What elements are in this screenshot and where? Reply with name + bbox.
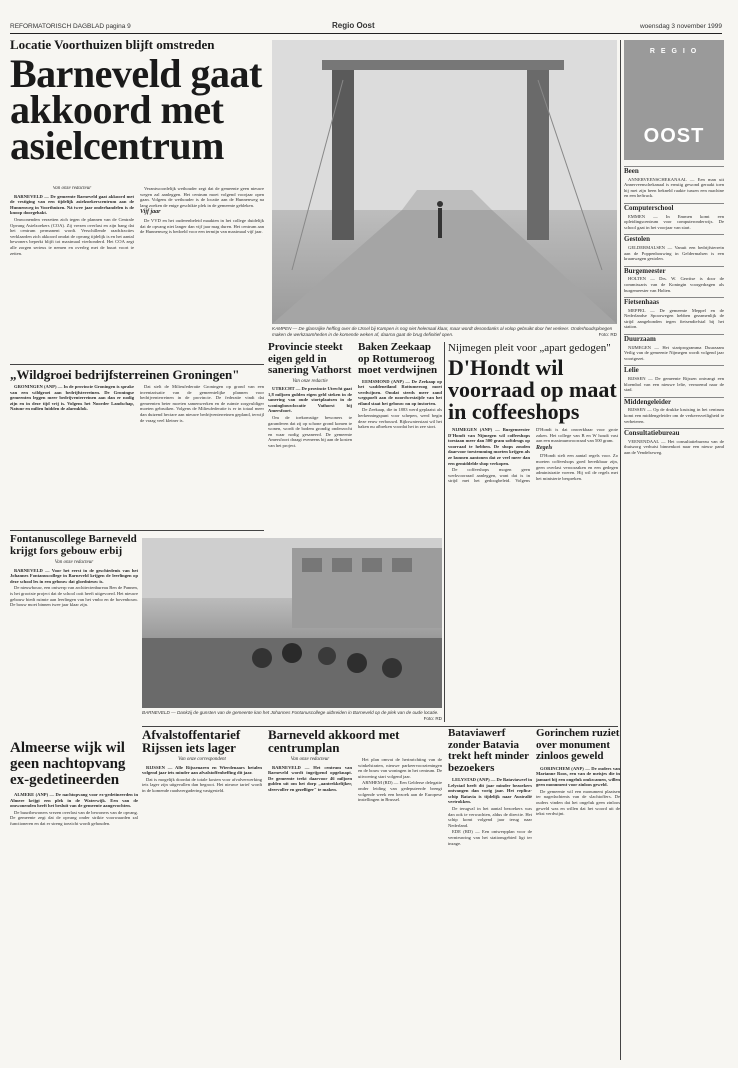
main-body-2: Verantwoordelijk wethouder zegt dat de gemeente geen nieuwe wegen zal aanleggen. Het centrum moet volgend voorjaar open gaan. Volgens de wethouder is de locatie aan de Hunnenweg na lang zoeken de enige geschikte plek in de gemeente gebleken. <box>140 186 264 208</box>
main-subhead: Vijf jaar <box>140 209 161 216</box>
sidebar-brief-title: Fietsenhaas <box>624 297 724 306</box>
centrumplan-body: Het plan omvat de herinrichting van de winkelstraten, nieuwe parkeervoorzieningen en de bouw van woningen in het centrum. De uitvoering start volgend jaar. <box>358 757 442 779</box>
school-caption-box <box>142 710 442 724</box>
school-caption: BARNEVELD — Dankzij de gunsten van de gemeente kan het Johannes Fontanuscollege uitbreiden in Barneveld op de plek van de oude locatie. <box>142 710 439 715</box>
vathorst-lead: UTRECHT — De provincie Utrecht gaat 1,8 miljoen gulden eigen geld steken in de sanering van oude stortplaatsen in de woningbouwlocatie Vathorst bij Amersfoort. <box>268 386 352 414</box>
bridge-photo <box>272 40 617 324</box>
batavia-article <box>448 728 532 1048</box>
regio-logo-top: R E G I O <box>649 48 699 55</box>
main-col-2 <box>140 186 264 362</box>
almeerse-article <box>10 740 138 1060</box>
fontanus-body: De nieuwbouw, een ontwerp van architectenbureau Ben de Pannen, is het grootste project dat de school ooit heeft uitgevoerd. Het nieuwe gebouw biedt ruimte aan leerlingen van het vmbo en de bovenbouw. De bouw moet binnen twee jaar klaar zijn. <box>10 585 138 608</box>
zeekaap-text <box>358 379 442 430</box>
afval-article <box>142 728 262 1028</box>
gorinchem-article <box>536 728 620 1048</box>
main-col-1 <box>10 186 134 362</box>
afval-lead: RIJSSEN — Alle Rijssenaren en Wierdenaars betalen volgend jaar iets minder aan afvalstoffenheffing dit jaar. <box>142 764 262 776</box>
batavia-lead: LELYSTAD (ANP) — De Bataviawerf in Lelystad heeft dit jaar minder bezoekers ontvangen dan vorig jaar. Het replica-schip Batavia is tijdelijk naar Australië vertrokken. <box>448 777 532 805</box>
gorinchem-body: De gemeente wil een monument plaatsen ter nagedachtenis van de slachtoffers. De ouders vinden dat het ongeluk geen zinloos geweld was en willen dat het woord uit de tekst verdwijnt. <box>536 788 620 817</box>
sidebar-brief-text: VEENENDAAL — Het consultatiebureau van de thuiszorg verhuist binnenkort naar een nieuw pand aan de Vendelseweg. <box>624 438 724 455</box>
sidebar-brief-text: NIJMEGEN — Het startprogramma Duurzaam Veilig van de gemeente Nijmegen wordt volgend jaar voortgezet. <box>624 344 724 361</box>
afval-kicker: Van onze correspondent <box>178 757 226 762</box>
sidebar-brief <box>624 365 724 392</box>
main-lead: BARNEVELD — De gemeente Barneveld gaat akkoord met de vestiging van een tijdelijk asielzoekerscentrum aan de Hunnenweg in Voorthuizen. Ná twee jaar onderhandelen is de knoop doorgehakt. <box>10 193 134 216</box>
coffeeshop-body-2: D'Hondt stelt een aantal regels voor. Zo moeten coffeeshops goed bereikbaar zijn, geen overlast veroorzaken en een gedegen administratie voeren. Hij wil de regels met het ministerie bespreken. <box>536 453 618 481</box>
regio-logo <box>624 40 724 160</box>
coffeeshop-subhead: Regels <box>536 444 553 451</box>
afval-body: Dat is mogelijk doordat de totale kosten voor afvalverwerking iets lager zijn uitgevallen dan begroot. Het nieuwe tarief wordt in de komende raadsvergadering vastgesteld. <box>142 776 262 793</box>
fontanus-headline: Fontanuscollege Barneveld krijgt fors gebouw erbij <box>10 534 137 557</box>
vathorst-body: Om de toekomstige bewoners te garanderen dat zij op schone grond komen te wonen, wordt de bodem grondig onderzocht en waar nodig gesaneerd. De gemeente Amersfoort draagt eveneens bij aan de kosten van het project. <box>268 415 352 449</box>
zeekaap-headline: Baken Zeekaap op Rottumeroog moet verdwijnen <box>358 342 438 376</box>
sidebar <box>624 162 724 1062</box>
sidebar-brief <box>624 297 724 330</box>
sidebar-brief-title: Gestolen <box>624 234 724 243</box>
centrumplan-kicker: Van onze redacteur <box>290 757 330 762</box>
sidebar-brief-title: Consultatiebureau <box>624 428 724 437</box>
almeerse-text <box>10 792 138 827</box>
fontanus-article <box>10 534 138 734</box>
column-rule <box>620 40 621 1060</box>
wildgroei-headline: „Wildgroei bedrijfsterreinen Groningen" <box>10 368 240 382</box>
sidebar-brief <box>624 266 724 293</box>
almeerse-lead: ALMERE (ANP) — De nachtopvang voor ex-gedetineerden in Almere krijgt een plek in de Waterwijk. Een van de omwonenden heeft het besluit van de gemeente aangevochten. <box>10 792 138 809</box>
almeerse-body: De buurtbewoners vrezen overlast van de bewoners van de opvang. De gemeente zegt dat de opvang onder strikte voorwaarden zal functioneren en dat er streng toezicht wordt gehouden. <box>10 809 138 826</box>
batavia-body: De terugval in het aantal bezoekers was dan ook te verwachten, aldus de directie. Het schip komt volgend jaar terug naar Nederland. <box>448 805 532 828</box>
sidebar-brief <box>624 166 724 199</box>
coffeeshop-overline: Nijmegen pleit voor „apart gedogen" <box>448 342 611 354</box>
sidebar-list <box>624 166 724 456</box>
school-illustration <box>142 538 442 708</box>
batavia-text <box>448 777 532 846</box>
main-headline: Barneveld gaat akkoord met asielcentrum <box>10 51 262 168</box>
column-rule <box>444 342 445 722</box>
sidebar-brief <box>624 397 724 424</box>
section-rule <box>10 530 264 531</box>
coffeeshop-text <box>448 427 618 484</box>
main-body-3: De VVD en het ouderenbeleid maakten in het college duidelijk dat de opvang niet langer dan vijf jaar mag duren. Het centrum aan de Hunnenweg is bedoeld voor een termijn van maximaal vijf jaar. <box>140 217 264 235</box>
arnhem-brief: ARNHEM (RD) — Een Gelderse delegatie onder leiding van gedeputeerde brengt volgende week een bezoek aan de Europese instellingen in Brussel. <box>358 780 442 803</box>
wildgroei-article <box>10 368 264 528</box>
sidebar-brief-title: Computerschool <box>624 203 724 212</box>
sidebar-brief-text: HOLTEN — Drs. W. Gerritse is door de commissaris van de Koningin voorgedragen als burgemeester van Holten. <box>624 276 724 293</box>
main-kicker: Van onze redacteur <box>52 186 92 191</box>
bridge-illustration <box>272 40 617 324</box>
sidebar-brief <box>624 428 724 455</box>
fontanus-kicker: Van onze redacteur <box>54 560 94 565</box>
afval-text <box>142 757 262 794</box>
sidebar-brief-text: ANNERVEENSCHEKANAAL — Een man uit Annerveenschekanaal is ernstig gewond geraakt toen hij met zijn been bekneld raakte tussen een machine en een heftruck. <box>624 176 724 199</box>
vathorst-kicker: Van onze redactie <box>292 378 328 384</box>
sidebar-brief-title: Lelie <box>624 365 724 374</box>
centrumplan-article <box>268 728 442 1048</box>
runhead-section: Regio Oost <box>332 21 375 30</box>
sidebar-brief-title: Been <box>624 166 724 175</box>
sidebar-brief <box>624 234 724 261</box>
almeerse-headline: Almeerse wijk wil geen nachtopvang ex-gedetineerden <box>10 740 126 788</box>
gorinchem-lead: GORINCHEM (ANP) — De ouders van Marianne Roos, een van de meisjes die in januari bij een ongeluk omkwamen, willen geen monument voor zinloos geweld. <box>536 765 620 788</box>
main-overline: Locatie Voorthuizen blijft omstreden <box>10 38 215 52</box>
sidebar-brief-text: RIJSSEN — De gemeente Rijssen ontvangt een bloembol van een nieuwe lelie, vernoemd naar de stad. <box>624 376 724 393</box>
section-rule <box>10 364 264 365</box>
fontanus-text <box>10 560 138 608</box>
gorinchem-text <box>536 766 620 817</box>
running-head <box>10 20 722 34</box>
vathorst-text <box>268 379 352 449</box>
runhead-date: woensdag 3 november 1999 <box>639 23 722 30</box>
fontanus-lead: BARNEVELD — Voor het eerst in de geschiedenis van het Johannes Fontanuscollege in Barneveld krijgen de leerlingen op deze school les in een gebouw dat gloednieuw is. <box>10 567 138 584</box>
gorinchem-headline: Gorinchem ruziet over monument zinloos geweld <box>536 728 620 762</box>
sidebar-brief-title: Burgemeester <box>624 266 724 275</box>
regio-logo-bottom: OOST <box>643 125 705 147</box>
batavia-headline: Bataviawerf zonder Batavia trekt heft minder bezoekers <box>448 728 529 774</box>
centrumplan-text <box>268 757 442 803</box>
bridge-caption: KAMPEN — De glansrijke heffing over de IJssel bij Kampen is nog niet helemaal klaar, maar wordt desondanks al volop gebruikt door het verkeer. Onderhoudsploegen maken de werkzaamheden in de komende weken af, daarna gaat de brug definitief open. <box>272 326 613 337</box>
sidebar-brief-text: EMMEN — In Emmen komt een opleidingscentrum voor computeronderwijs. De school gaat in het voorjaar van start. <box>624 213 724 230</box>
sidebar-brief-text: RIJSSEN — Op de drukke kruising in het centrum komt een middengeleider om de verkeersveiligheid te verbeteren. <box>624 407 724 424</box>
sidebar-brief-text: MEPPEL — De gemeente Meppel en de Nederlandse Spoorwegen hebben gezamenlijk de strijd aangebonden tegen fietsendiefstal bij het station. <box>624 307 724 330</box>
sidebar-brief-title: Duurzaam <box>624 334 724 343</box>
coffeeshop-headline: D'Hondt wil voorraad op maat in coffeeshops <box>448 355 617 424</box>
school-credit: Foto: RD <box>423 715 442 721</box>
wildgroei-body: Dat stelt de Milieufederatie Groningen op grond van een inventarisatie van de gemeentelijke plannen voor bedrijventerreinen in de provincie. De federatie vindt dat gemeenten beter moeten samenwerken en de ruimte zorgvuldiger moeten gebruiken. Volgens de Milieufederatie is er in totaal meer dan duizend hectare aan nieuwe bedrijventerreinen gepland, terwijl de vraag veel kleiner is. <box>140 384 264 423</box>
coffeeshop-lead: NIJMEGEN (ANP) — Burgemeester D'Hondt van Nijmegen wil coffeeshops toestaan meer dan 500 gram softdrugs op voorraad te hebben. De shops zouden daarvoor toestemming moeten krijgen als ze kunnen aantonen dat ze veel meer dan een gemiddelde shop verkopen. <box>448 427 530 466</box>
sidebar-brief-text: GELDERMALSEN — Vanuit een bedrijfsterrein aan de Poppenbouwing in Geldermalsen is een kraanwagen gestolen. <box>624 244 724 262</box>
vathorst-headline: Provincie steekt eigen geld in sanering Vathorst <box>268 342 352 376</box>
sidebar-brief <box>624 203 724 230</box>
vathorst-article <box>268 342 352 452</box>
section-rule <box>142 726 618 727</box>
sidebar-brief-title: Middengeleider <box>624 397 724 406</box>
bridge-caption-box <box>272 326 617 342</box>
runhead-paper: REFORMATORISCH DAGBLAD pagina 9 <box>10 23 131 30</box>
centrumplan-headline: Barneveld akkoord met centrumplan <box>268 728 400 755</box>
centrumplan-lead: BARNEVELD — Het centrum van Barneveld wordt ingrijpend opgeknapt. De gemeente trekt daarvoor 46 miljoen gulden uit om het dorp „aantrekkelijker, sfeervoller en gezelliger" te maken. <box>268 764 352 792</box>
ede-brief: EDE (RD) — Een ontwerpplan voor de vernieuwing van het stationsgebied ligt ter inzage. <box>448 829 532 846</box>
coffeeshop-body: De coffeeshops mogen geen werkvoorraad aanleggen, want dat is in strijd met het gedoogbeleid. Volgens D'Hondt is dat onwerkbaar voor grote zaken. Het college van B en W houdt vast aan een maximumvoorraad van 500 gram. <box>448 427 618 484</box>
school-photo <box>142 538 442 708</box>
afval-headline: Afvalstoffentarief Rijssen iets lager <box>142 728 241 755</box>
main-body: Omwonenden verzetten zich tegen de plannen van de Centrale Opvang Asielzoekers (COA). Zij vrezen overlast en zijn bang dat het centrum permanent wordt. Verschillende raadsfracties verklaarden zich akkoord omdat de opvang tijdelijk is en het aantal bewoners beperkt blijft tot maximaal vierhonderd. Het COA zegt alle zorgen serieus te nemen en overleg met de buurt voort te zetten. <box>10 216 134 256</box>
bridge-credit: Foto: RD <box>598 331 617 337</box>
wildgroei-lead: GRONINGEN (ANP) — In de provincie Groningen is sprake van een wildgroei aan bedrijfsterreinen. De Groningse gemeenten leggen meer bedrijventerreinen aan dan er nodig zijn en in deze tijd vrij is. Volgens het Noorder Landschap, Natuur en milieu luidden de alarmklok. <box>10 384 134 412</box>
sidebar-brief <box>624 334 724 361</box>
zeekaap-lead: EEMSMOND (ANP) — De Zeekaap op het waddeneiland Rottumeroog moet verdwijnen. Omdat steeds meer zand wegspoelt aan de noordwestzijde van het eiland staat het gebouw nu op instorten. <box>358 378 442 406</box>
zeekaap-article <box>358 342 442 452</box>
wildgroei-text <box>10 384 264 423</box>
zeekaap-body: De Zeekaap, die in 1883 werd geplaatst als herkenningspunt voor schepen, werd begin deze eeuw verbouwd. Rijkswaterstaat wil het baken nu afbreken voordat het in zee stort. <box>358 407 442 430</box>
coffeeshop-article <box>448 342 618 722</box>
